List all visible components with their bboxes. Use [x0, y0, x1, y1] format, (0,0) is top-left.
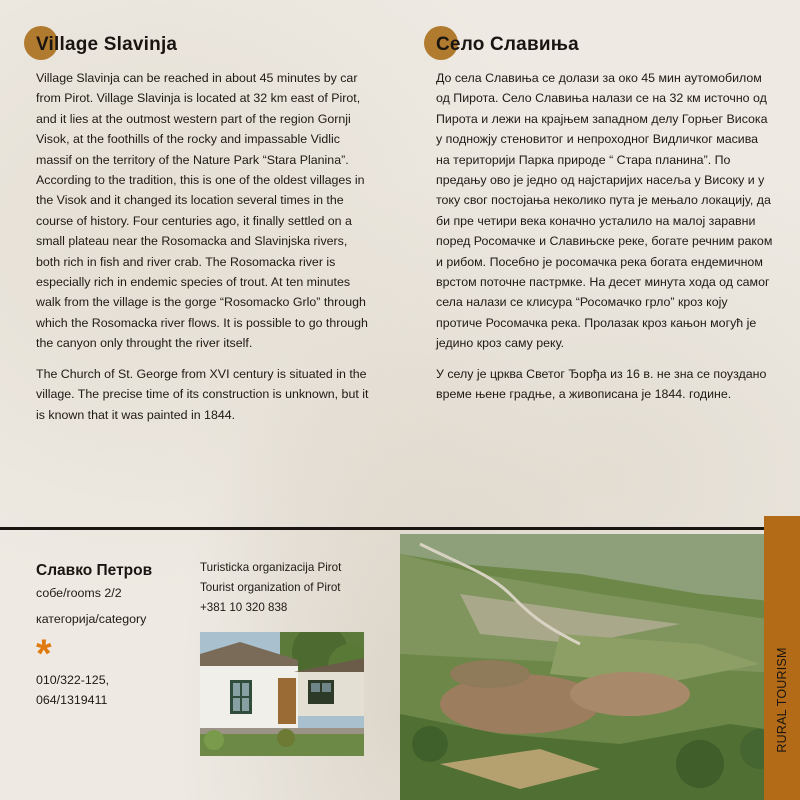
org-name-serbian: Turisticka organizacija Pirot	[200, 561, 342, 574]
english-title: Village Slavinja	[36, 34, 178, 55]
village-landscape-photo	[400, 534, 800, 800]
serbian-section	[424, 28, 774, 415]
phone-2: 064/1319411	[36, 693, 108, 707]
serbian-paragraph-1: До села Славиња се долази за око 45 мин аутомобилом од Пирота. Село Славиња налази се на 32 км источно од Пирота и лежи на крајњем западном делу Горњег Висока у подножју стеновитог и непроходног Видличког масива на територији Парка природе “ Стара планина”. По предању ово је једно од најстаријих насеља у Високу и у току свог постојања неколико пута је мењало локацију, да би пре четири века коначно усталило на малој заравни поред Росомачке и Славињске реке, богате речним раком и рибом. Посебно је росомачка река богата ендемичном врстом поточне пастрмке. На десет минута хода од самог села налази се клисура “Росомачко грло” кроз коју протиче Росомачка река. Пролазак кроз кањон могућ је једино кроз саму реку.	[436, 71, 773, 351]
host-contact	[36, 562, 196, 710]
english-section	[24, 28, 372, 435]
section-divider	[0, 527, 800, 530]
serbian-paragraph-2: У селу је црква Светог Ђорђа из 16 в. не зна се поуздано време њене градње, а живописана је 1844. године.	[436, 366, 767, 402]
tourist-organization	[200, 558, 390, 618]
english-paragraph-1: Village Slavinja can be reached in about 45 minutes by car from Pirot. Village Slavinja is located at 32 km east of Pirot, and it lies at the outmost western part of the region Gornji Visok, at the foothills of the rocky and impassable Vidlic massif on the territory of the Nature Park “Stara Planina”. According to the tradition, this is one of the oldest villages in the Visok and it changed its location several times in the course of history. Four centuries ago, it finally settled on a small plateau near the Rosomacka and Slavinjska rivers, both rich in fish and river crab. The Rosomacka river is especially rich in endemic species of trout. At ten minutes walk from the village is the gorge “Rosomacko Grlo” through which the Rosomacka river flows. It is possible to go through the canyon only throught the river itself.	[36, 71, 368, 351]
host-name: Славко Петров	[36, 562, 153, 579]
rural-tourism-label: RURAL TOURISM	[775, 647, 789, 753]
org-phone: +381 10 320 838	[200, 601, 288, 614]
org-name-english: Tourist organization of Pirot	[200, 581, 341, 594]
serbian-heading	[424, 28, 774, 64]
serbian-title: Село Славиња	[436, 34, 579, 55]
house-photo	[200, 632, 364, 756]
star-icon: *	[36, 632, 52, 676]
category-label: категорија/category	[36, 612, 147, 626]
category-rating	[36, 632, 196, 676]
english-paragraph-2: The Church of St. George from XVI century is situated in the village. The precise time of its construction is unknown, but it is known that it was painted in 1844.	[36, 366, 369, 422]
phone-1: 010/322-125,	[36, 673, 110, 687]
rooms-info: собе/rooms 2/2	[36, 586, 122, 600]
english-heading	[24, 28, 372, 64]
